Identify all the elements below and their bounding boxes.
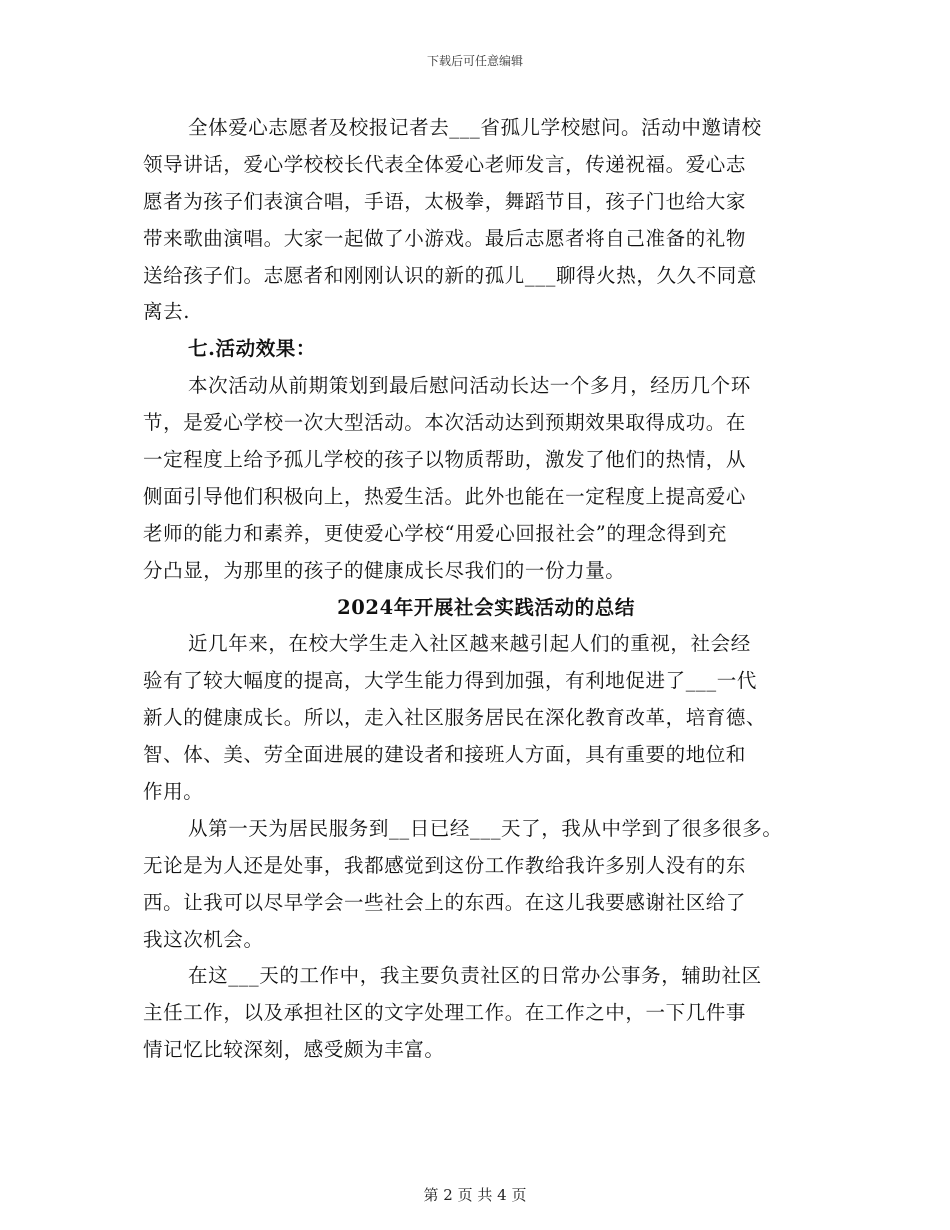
text-line: 近几年来，在校大学生走入社区越来越引起人们的重视，社会经 — [188, 632, 751, 656]
text-line: 验有了较大幅度的提高，大学生能力得到加强，有利地促进了___一代 — [143, 669, 757, 693]
text-line: 作用。 — [143, 780, 204, 804]
paragraph-effect — [143, 368, 811, 589]
text-line: 领导讲话，爱心学校校长代表全体爱心老师发言，传递祝福。爱心志 — [143, 152, 747, 176]
text-line: 无论是为人还是处事，我都感觉到这份工作教给我许多别人没有的东 — [143, 853, 747, 877]
text-line: 离去. — [143, 300, 190, 324]
text-line: 在这___天的工作中，我主要负责社区的日常办公事务，辅助社区 — [188, 964, 762, 988]
text-line: 西。让我可以尽早学会一些社会上的东西。在这儿我要感谢社区给了 — [143, 890, 747, 914]
text-line: 节，是爱心学校一次大型活动。本次活动达到预期效果取得成功。在 — [143, 411, 747, 435]
paragraph-visit — [143, 110, 811, 331]
paragraph-service — [143, 811, 811, 959]
paragraph-work — [143, 958, 811, 1069]
text-line: 老师的能力和素养，更使爱心学校“用爱心回报社会”的理念得到充 — [143, 521, 727, 545]
text-line: 一定程度上给予孤儿学校的孩子以物质帮助，激发了他们的热情，从 — [143, 448, 747, 472]
text-line: 侧面引导他们积极向上，热爱生活。此外也能在一定程度上提高爱心 — [143, 484, 747, 508]
text-line: 从第一天为居民服务到__日已经___天了，我从中学到了很多很多。 — [188, 816, 783, 840]
text-line: 智、体、美、劳全面进展的建设者和接班人方面，具有重要的地位和 — [143, 743, 747, 767]
page-footer: 第 2 页 共 4 页 — [423, 1186, 527, 1204]
text-line: 愿者为孩子们表演合唱，手语，太极拳，舞蹈节目，孩子门也给大家 — [143, 189, 747, 213]
text-line: 本次活动从前期策划到最后慰问活动长达一个多月，经历几个环 — [188, 374, 751, 398]
text-line: 新人的健康成长。所以，走入社区服务居民在深化教育改革，培育德、 — [143, 706, 767, 730]
paragraph-intro — [143, 626, 811, 810]
text-line: 主任工作，以及承担社区的文字处理工作。在工作之中，一下几件事 — [143, 1001, 747, 1025]
document-title: 2024年开展社会实践活动的总结 — [337, 595, 635, 619]
text-line: 分凸显，为那里的孩子的健康成长尽我们的一份力量。 — [143, 558, 626, 582]
text-line: 带来歌曲演唱。大家一起做了小游戏。最后志愿者将自己准备的礼物 — [143, 226, 747, 250]
text-line: 情记忆比较深刻，感受颇为丰富。 — [143, 1038, 445, 1062]
section-heading: 七.活动效果： — [188, 337, 316, 361]
text-line: 送给孩子们。志愿者和刚刚认识的新的孤儿___聊得火热，久久不同意 — [143, 263, 757, 287]
page-header: 下载后可任意编辑 — [426, 54, 523, 68]
text-line: 全体爱心志愿者及校报记者去___省孤儿学校慰问。活动中邀请校 — [188, 116, 762, 139]
text-line: 我这次机会。 — [143, 927, 264, 951]
document-body — [143, 110, 811, 1069]
